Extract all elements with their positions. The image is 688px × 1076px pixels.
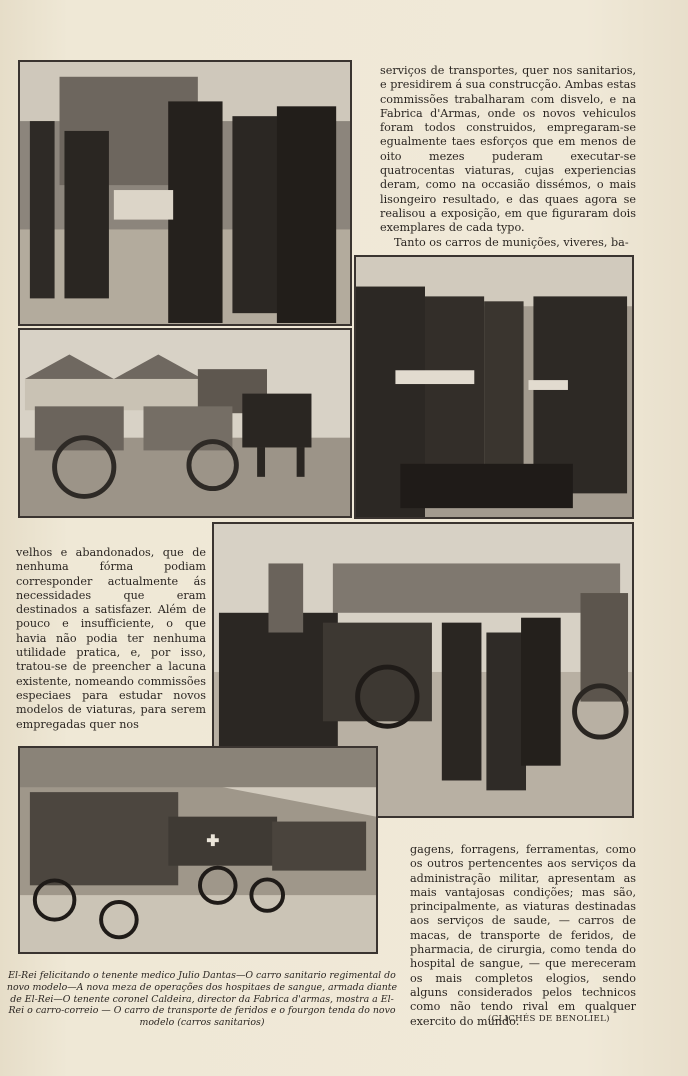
photo-3-image — [356, 257, 632, 517]
paragraph-2: Tanto os carros de munições, viveres, ba- — [394, 235, 629, 249]
photo-credit — [488, 1014, 610, 1024]
credit-text: (CLICHÉS DE BENOLIEL) — [488, 1014, 610, 1024]
article-text-top-right — [380, 64, 636, 250]
paragraph-3: velhos e abandonados, que de nenhuma fórma podiam corresponder actualmente ás necessidades que eram destinados a satisfazer. Além de pouco e insufficiente, o que havia não podia ter nenhuma utilidade pratica, e, por isso, tratou-se de preencher a lacuna existente, nomeando commissões especiaes para estudar novos modelos de viaturas, para serem empregadas quer nos — [16, 546, 206, 731]
photo-caption — [4, 970, 400, 1029]
photo-1-image — [20, 62, 350, 324]
photo-5-image — [20, 748, 376, 952]
paragraph-4: gagens, forragens, ferramentas, como os outros pertencentes aos serviços da administração militar, apresentam as mais vantajosas condições; mas são, principalmente, as viaturas destinadas aos serviços de saude, — carros de macas, de transporte de feridos, de pharmacia, de cirurgia, como tenda do hospital de sangue, — que mereceram os mais completos elogios, sendo alguns considerados pelos technicos como não tendo rival em qualquer exercito do mundo. — [410, 843, 636, 1028]
photo-king-congratulating-doctor — [18, 60, 352, 326]
photo-regimental-ambulance-cart — [18, 328, 352, 518]
paragraph-1: serviços de transportes, quer nos sanitarios, e presidirem á sua construcção. Ambas estas commissões trabalharam com disvelo, e na Fabrica d'Armas, onde os novos vehiculos foram todos construidos, empregaram-se egualmente taes esforços que em menos de oito mezes puderam executar-se quatrocentas viaturas, cujas experiencias deram, como na occasião dissémos, o mais lisongeiro resultado, e das quaes agora se realisou a exposição, em que figuraram dois exemplares de cada typo. — [380, 64, 636, 235]
photo-transport-wagon-and-tent-van — [18, 746, 378, 954]
photo-2-image — [20, 330, 350, 516]
photo-operations-table-demonstration — [354, 255, 634, 519]
article-text-bottom-right — [410, 843, 636, 1029]
article-text-middle-left — [16, 546, 206, 732]
caption-text: El-Rei felicitando o tenente medico Julio Dantas—O carro sanitario regimental do novo modelo—A nova meza de operações dos hospitaes de sangue, armada diante de El-Rei—O tenente coronel Caldeira, director da Fabrica d'armas, mostra a El-Rei o carro-correio — O carro de transporte de feridos e o fourgon tenda do novo modelo (carros sanitarios) — [6, 970, 398, 1029]
